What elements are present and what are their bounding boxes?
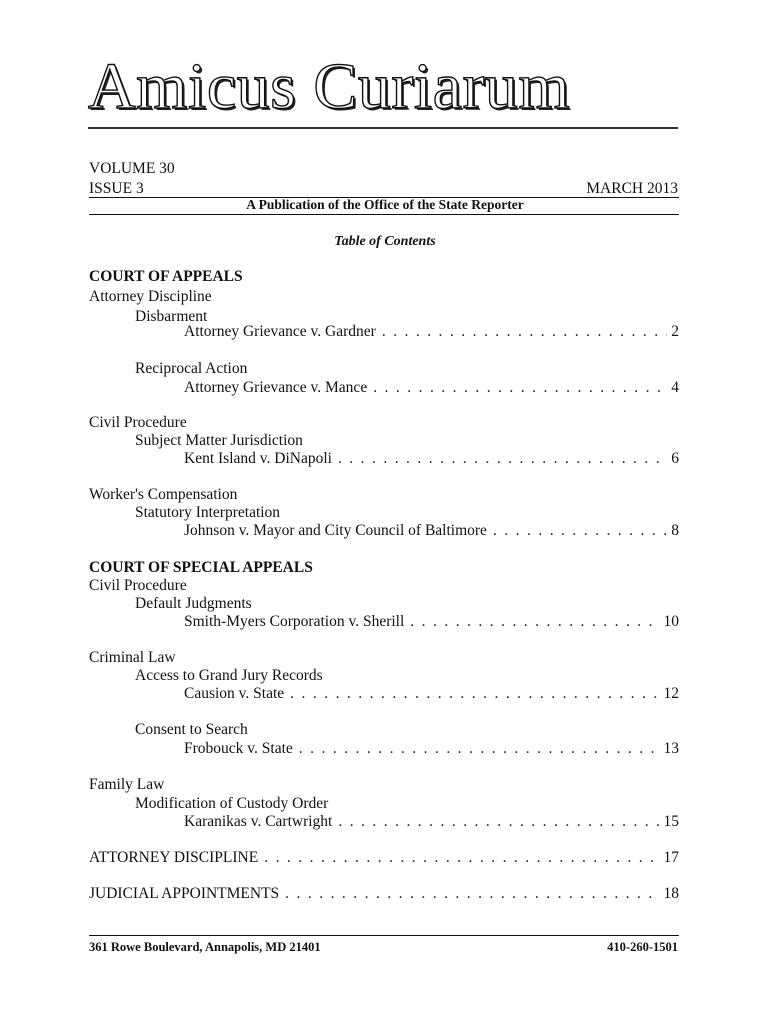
category-criminal-law: Criminal Law — [89, 649, 176, 666]
entry-title: Karanikas v. Cartwright — [184, 813, 333, 830]
volume-label: VOLUME 30 — [89, 160, 175, 177]
issue-label: ISSUE 3 — [89, 180, 144, 197]
subcategory-grand-jury-records: Access to Grand Jury Records — [135, 667, 323, 684]
toc-heading: Table of Contents — [334, 234, 436, 249]
entry-page: 12 — [663, 685, 679, 702]
subcategory-disbarment: Disbarment — [135, 308, 208, 325]
masthead-title: Amicus Curiarum — [88, 50, 571, 123]
footer-rule — [89, 935, 679, 936]
entry-page: 8 — [671, 522, 679, 539]
leader-dots — [493, 522, 667, 540]
entry-title: ATTORNEY DISCIPLINE — [89, 849, 259, 866]
header-rule-bottom — [89, 214, 679, 215]
category-civil-procedure: Civil Procedure — [89, 414, 187, 431]
toc-entry-attorney-discipline[interactable] — [89, 849, 679, 867]
toc-entry-smith-myers[interactable] — [184, 613, 679, 631]
entry-title: Attorney Grievance v. Mance — [184, 379, 368, 396]
leader-dots — [290, 685, 659, 703]
entry-title: Frobouck v. State — [184, 740, 293, 757]
entry-page: 4 — [671, 379, 679, 396]
category-family-law: Family Law — [89, 776, 165, 793]
section-court-of-special-appeals: COURT OF SPECIAL APPEALS — [89, 559, 313, 576]
entry-page: 18 — [663, 885, 679, 902]
subcategory-custody-order: Modification of Custody Order — [135, 795, 329, 812]
footer-address: 361 Rowe Boulevard, Annapolis, MD 21401 — [89, 940, 321, 954]
leader-dots — [264, 849, 659, 867]
publication-subtitle: A Publication of the Office of the State Reporter — [246, 197, 524, 212]
leader-dots — [299, 740, 660, 758]
toc-entry-causion[interactable] — [184, 685, 679, 703]
category-workers-compensation: Worker's Compensation — [89, 486, 238, 503]
subcategory-default-judgments: Default Judgments — [135, 595, 252, 612]
subcategory-subject-matter-jurisdiction: Subject Matter Jurisdiction — [135, 432, 303, 449]
leader-dots — [338, 813, 659, 831]
entry-title: Kent Island v. DiNapoli — [184, 450, 332, 467]
toc-entry-gardner[interactable] — [184, 323, 679, 341]
entry-title: JUDICIAL APPOINTMENTS — [89, 885, 280, 902]
category-attorney-discipline: Attorney Discipline — [89, 288, 212, 305]
subcategory-statutory-interpretation: Statutory Interpretation — [135, 504, 281, 521]
leader-dots — [373, 379, 667, 397]
masthead-rule — [88, 127, 678, 129]
subcategory-reciprocal-action: Reciprocal Action — [135, 360, 248, 377]
subcategory-consent-to-search: Consent to Search — [135, 721, 248, 738]
toc-entry-mance[interactable] — [184, 379, 679, 397]
entry-page: 6 — [671, 450, 679, 467]
section-court-of-appeals: COURT OF APPEALS — [89, 268, 243, 285]
leader-dots — [285, 885, 659, 903]
entry-page: 2 — [671, 323, 679, 340]
toc-entry-frobouck[interactable] — [184, 740, 679, 758]
entry-page: 13 — [663, 740, 679, 757]
footer-phone: 410-260-1501 — [607, 940, 678, 954]
leader-dots — [410, 613, 659, 631]
entry-title: Attorney Grievance v. Gardner — [184, 323, 376, 340]
toc-entry-johnson[interactable] — [184, 522, 679, 540]
toc-entry-dinapoli[interactable] — [184, 450, 679, 468]
entry-page: 17 — [663, 849, 679, 866]
toc-entry-judicial-appointments[interactable] — [89, 885, 679, 903]
entry-title: Causion v. State — [184, 685, 285, 702]
entry-title: Smith-Myers Corporation v. Sherill — [184, 613, 405, 630]
leader-dots — [338, 450, 667, 468]
issue-date: MARCH 2013 — [586, 180, 678, 197]
toc-entry-karanikas[interactable] — [184, 813, 679, 831]
entry-page: 10 — [663, 613, 679, 630]
entry-page: 15 — [663, 813, 679, 830]
leader-dots — [382, 323, 667, 341]
entry-title: Johnson v. Mayor and City Council of Baltimore — [184, 522, 487, 539]
category-civil-procedure-csa: Civil Procedure — [89, 577, 187, 594]
